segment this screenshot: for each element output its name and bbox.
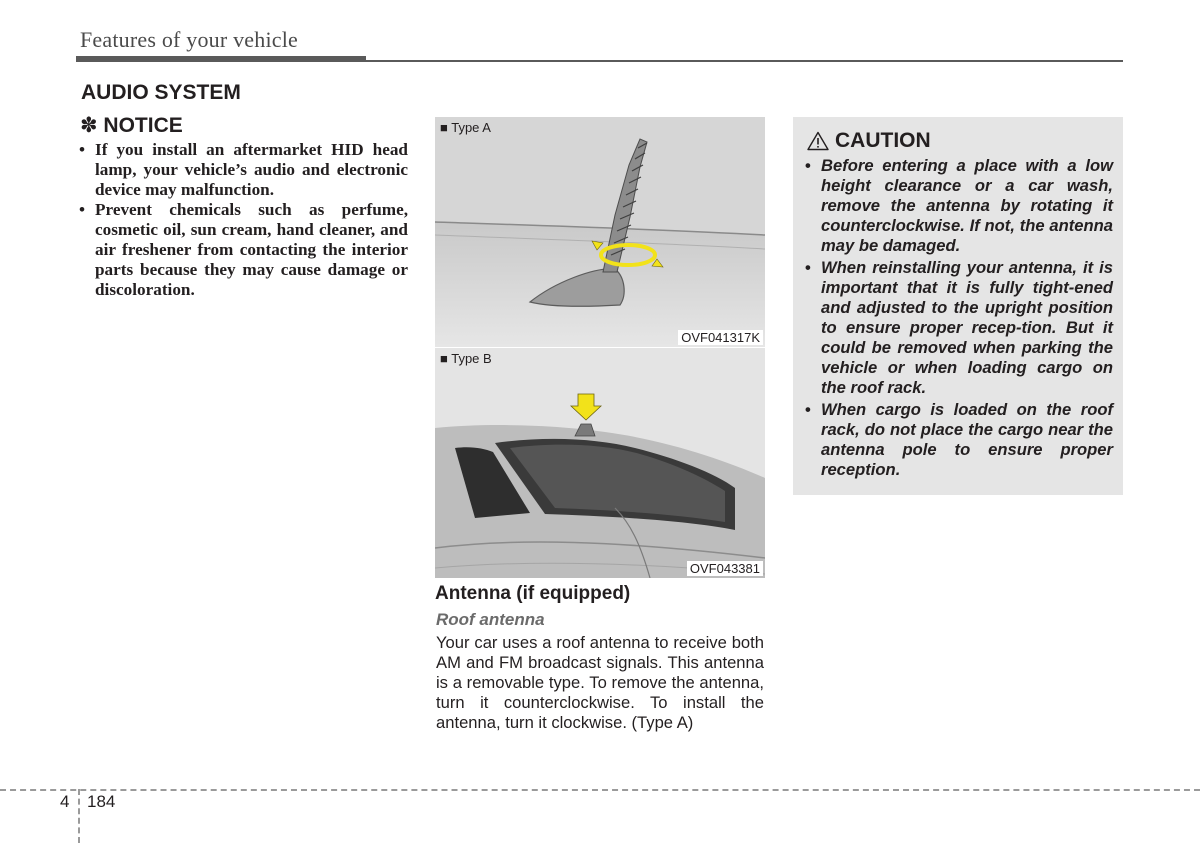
notice-item: • If you install an aftermarket HID head lamp, your vehicle’s audio and electronic device may malfunction. bbox=[78, 140, 408, 200]
section-title: AUDIO SYSTEM bbox=[81, 81, 241, 104]
footer-vertical-divider bbox=[78, 789, 80, 843]
car-rear-illustration bbox=[435, 348, 765, 578]
notice-item: • Prevent chemicals such as perfume, cosmetic oil, sun cream, hand cleaner, and air freshener from contacting the interior parts because they may cause damage or discoloration. bbox=[78, 200, 408, 300]
notice-list bbox=[78, 140, 408, 300]
header-rule-thick bbox=[76, 56, 366, 62]
figure-type-b-label: ■ Type B bbox=[440, 351, 492, 366]
antenna-subheading: Roof antenna bbox=[436, 610, 545, 629]
caution-list bbox=[803, 156, 1113, 482]
notice-title: ✽ NOTICE bbox=[80, 114, 183, 137]
figure-type-a bbox=[435, 117, 765, 347]
chapter-number: 4 bbox=[60, 792, 70, 811]
roof-antenna-illustration bbox=[435, 117, 765, 347]
page-header-title: Features of your vehicle bbox=[80, 27, 299, 52]
footer-divider bbox=[0, 789, 1200, 791]
figure-type-a-code: OVF041317K bbox=[678, 330, 763, 345]
antenna-description: Your car uses a roof antenna to receive both AM and FM broadcast signals. This antenna is a removable type. To remove the antenna, turn it counterclockwise. To install the antenna, turn it clockwise. (Type A) bbox=[436, 633, 764, 732]
antenna-heading: Antenna (if equipped) bbox=[435, 583, 631, 604]
figure-type-a-label: ■ Type A bbox=[440, 120, 491, 135]
caution-box bbox=[793, 117, 1123, 495]
caution-item: • When cargo is loaded on the roof rack, do not place the cargo near the antenna pole to ensure proper reception. bbox=[803, 400, 1113, 480]
figure-type-b-code: OVF043381 bbox=[687, 561, 763, 576]
figure-type-b bbox=[435, 347, 765, 578]
caution-item: • Before entering a place with a low height clearance or a car wash, remove the antenna by rotating it counterclockwise. If not, the antenna may be damaged. bbox=[803, 156, 1113, 256]
header-rule-thin bbox=[366, 60, 1123, 62]
page-number: 184 bbox=[87, 792, 116, 811]
warning-triangle-icon bbox=[807, 131, 829, 151]
caution-item: • When reinstalling your antenna, it is important that it is fully tight-ened and adjusted to the upright position to ensure proper recep-tion. But it could be removed when parking the vehicle or when loading cargo on the roof rack. bbox=[803, 258, 1113, 398]
caution-title: CAUTION bbox=[835, 129, 931, 152]
caution-header bbox=[807, 128, 931, 154]
